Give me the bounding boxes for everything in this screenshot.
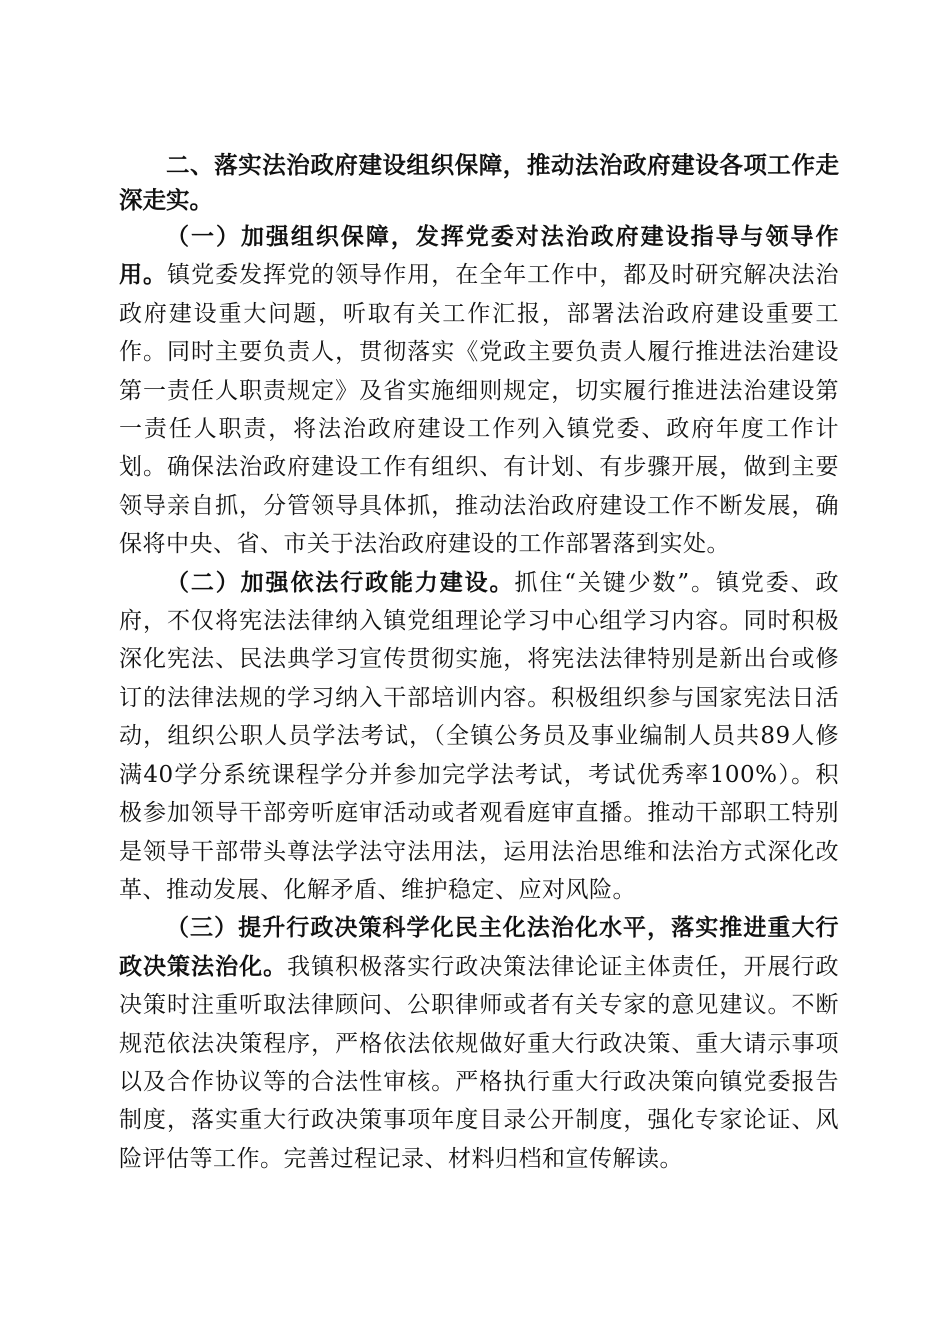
paragraph-3-lead: （三）提升行政决策科学化民主化法治化水平，落实推进重大行政决策法治化。: [119, 914, 839, 980]
paragraph-2-lead: （二）加强依法行政能力建设。: [166, 568, 515, 596]
paragraph-1-lead: （一）加强组织保障，发挥党委对法治政府建设指导与领导作用。: [119, 223, 839, 289]
paragraph-3-body: 我镇积极落实行政决策法律论证主体责任，开展行政决策时注重听取法律顾问、公职律师或者有关专家的意见建议。不断规范依法决策程序，严格依法依规做好重大行政决策、重大请示事项以及合作协议等的合法性审核。严格执行重大行政决策向镇党委报告制度，落实重大行政决策事项年度目录公开制度，强化专家论证、风险评估等工作。完善过程记录、材料归档和宣传解读。: [119, 953, 840, 1172]
paragraph-2-body: 抓住“关键少数”。镇党委、政府，不仅将宪法法律纳入镇党组理论学习中心组学习内容。同时积极深化宪法、民法典学习宣传贯彻实施，将宪法法律特别是新出台或修订的法律法规的学习纳入干部培训内容。积极组织参与国家宪法日活动，组织公职人员学法考试，（全镇公务员及事业编制人员共89人修满40学分系统课程学分并参加完学法考试，考试优秀率100%）。积极参加领导干部旁听庭审活动或者观看庭审直播。推动干部职工特别是领导干部带头尊法学法守法用法，运用法治思维和法治方式深化改革、推动发展、化解矛盾、维护稳定、应对风险。: [119, 569, 839, 903]
paragraph-3: [119, 909, 839, 1178]
document-page: [119, 148, 839, 1178]
section-heading: 二、落实法治政府建设组织保障，推动法治政府建设各项工作走深走实。: [119, 151, 839, 214]
paragraph-1: [119, 218, 839, 564]
paragraph-1-body: 镇党委发挥党的领导作用，在全年工作中，都及时研究解决法治政府建设重大问题，听取有关工作汇报，部署法治政府建设重要工作。同时主要负责人，贯彻落实《党政主要负责人履行推进法治建设第一责任人职责规定》及省实施细则规定，切实履行推进法治建设第一责任人职责，将法治政府建设工作列入镇党委、政府年度工作计划。确保法治政府建设工作有组织、有计划、有步骤开展，做到主要领导亲自抓，分管领导具体抓，推动法治政府建设工作不断发展，确保将中央、省、市关于法治政府建设的工作部署落到实处。: [119, 262, 840, 558]
paragraph-2: [119, 564, 839, 910]
